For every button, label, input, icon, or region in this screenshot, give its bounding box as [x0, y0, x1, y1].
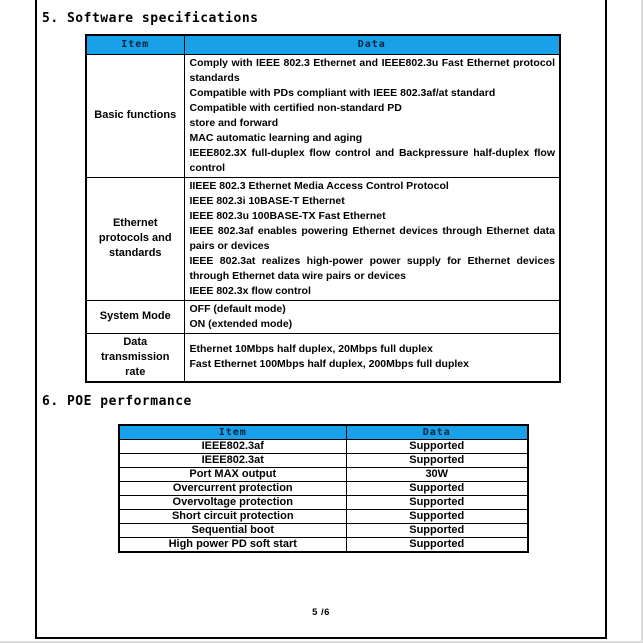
data-cell: Supported: [346, 524, 528, 538]
item-cell: Sequential boot: [119, 524, 346, 538]
data-cell: [184, 54, 560, 177]
item-cell: Overvoltage protection: [119, 496, 346, 510]
spec-line: IEEE 802.3i 10BASE-T Ethernet: [189, 194, 345, 207]
column-header-item: Item: [86, 35, 184, 54]
poe-performance-table: [118, 424, 529, 553]
header-row: [86, 35, 560, 54]
spec-line: OFF (default mode): [189, 302, 286, 315]
item-cell: Ethernet protocols and standards: [86, 177, 184, 300]
table-row: [119, 510, 528, 524]
spec-line: Ethernet 10Mbps half duplex, 20Mbps full duplex: [189, 343, 433, 355]
data-cell: Supported: [346, 482, 528, 496]
page-number: 5 /6: [312, 607, 330, 618]
software-specs-table: [85, 34, 561, 383]
column-header-data: Data: [184, 35, 560, 54]
data-cell: [184, 300, 560, 333]
spec-line: IEEE 802.3x flow control: [189, 284, 311, 297]
table-row: [86, 177, 560, 300]
item-cell: IEEE802.3at: [119, 454, 346, 468]
spec-line: MAC automatic learning and aging: [189, 131, 363, 144]
poe-table-body: [119, 440, 528, 553]
table-row: [86, 54, 560, 177]
item-cell: Short circuit protection: [119, 510, 346, 524]
data-cell: Supported: [346, 440, 528, 454]
software-table-header: [86, 35, 560, 54]
data-cell: Supported: [346, 538, 528, 553]
item-cell: System Mode: [86, 300, 184, 333]
poe-table-header: [119, 425, 528, 440]
table-row: [119, 538, 528, 553]
spec-line: store and forward: [189, 116, 279, 129]
item-cell: Overcurrent protection: [119, 482, 346, 496]
column-header-item: Item: [119, 425, 346, 440]
data-cell: [184, 177, 560, 300]
item-cell: High power PD soft start: [119, 538, 346, 553]
spec-line: IIEEE 802.3 Ethernet Media Access Control Protocol: [189, 179, 449, 192]
spec-line: IEEE 802.3u 100BASE-TX Fast Ethernet: [189, 209, 386, 222]
table-row: [119, 454, 528, 468]
spec-line: IEEE802.3X full-duplex flow control and Backpressure half-duplex flow control: [189, 146, 555, 174]
spec-line: IEEE 802.3af enables powering Ethernet devices through Ethernet data pairs or devices: [189, 224, 555, 252]
spec-line: IEEE 802.3at realizes high-power power supply for Ethernet devices through Ethernet data wire pairs or devices: [189, 254, 555, 282]
software-table-body: [86, 54, 560, 382]
data-cell: [184, 333, 560, 382]
section-6-heading: 6. POE performance: [42, 394, 192, 409]
item-cell: Port MAX output: [119, 468, 346, 482]
spec-line: ON (extended mode): [189, 317, 293, 330]
spec-line: Fast Ethernet 100Mbps half duplex, 200Mbps full duplex: [189, 358, 469, 370]
item-cell: Data transmission rate: [86, 333, 184, 382]
table-row: [119, 482, 528, 496]
table-row: [86, 300, 560, 333]
table-row: [119, 440, 528, 454]
spec-line: Compatible with certified non-standard PD: [189, 101, 402, 114]
data-cell: 30W: [346, 468, 528, 482]
column-header-data: Data: [346, 425, 528, 440]
table-row: [119, 468, 528, 482]
item-cell: Basic functions: [86, 54, 184, 177]
item-cell: IEEE802.3af: [119, 440, 346, 454]
spec-line: Compatible with PDs compliant with IEEE 802.3af/at standard: [189, 86, 496, 99]
header-row: [119, 425, 528, 440]
data-cell: Supported: [346, 454, 528, 468]
table-row: [119, 524, 528, 538]
data-cell: Supported: [346, 510, 528, 524]
section-5-heading: 5. Software specifications: [42, 11, 259, 26]
table-row: [86, 333, 560, 382]
data-cell: Supported: [346, 496, 528, 510]
table-row: [119, 496, 528, 510]
spec-line: Comply with IEEE 802.3 Ethernet and IEEE802.3u Fast Ethernet protocol standards: [189, 56, 555, 84]
